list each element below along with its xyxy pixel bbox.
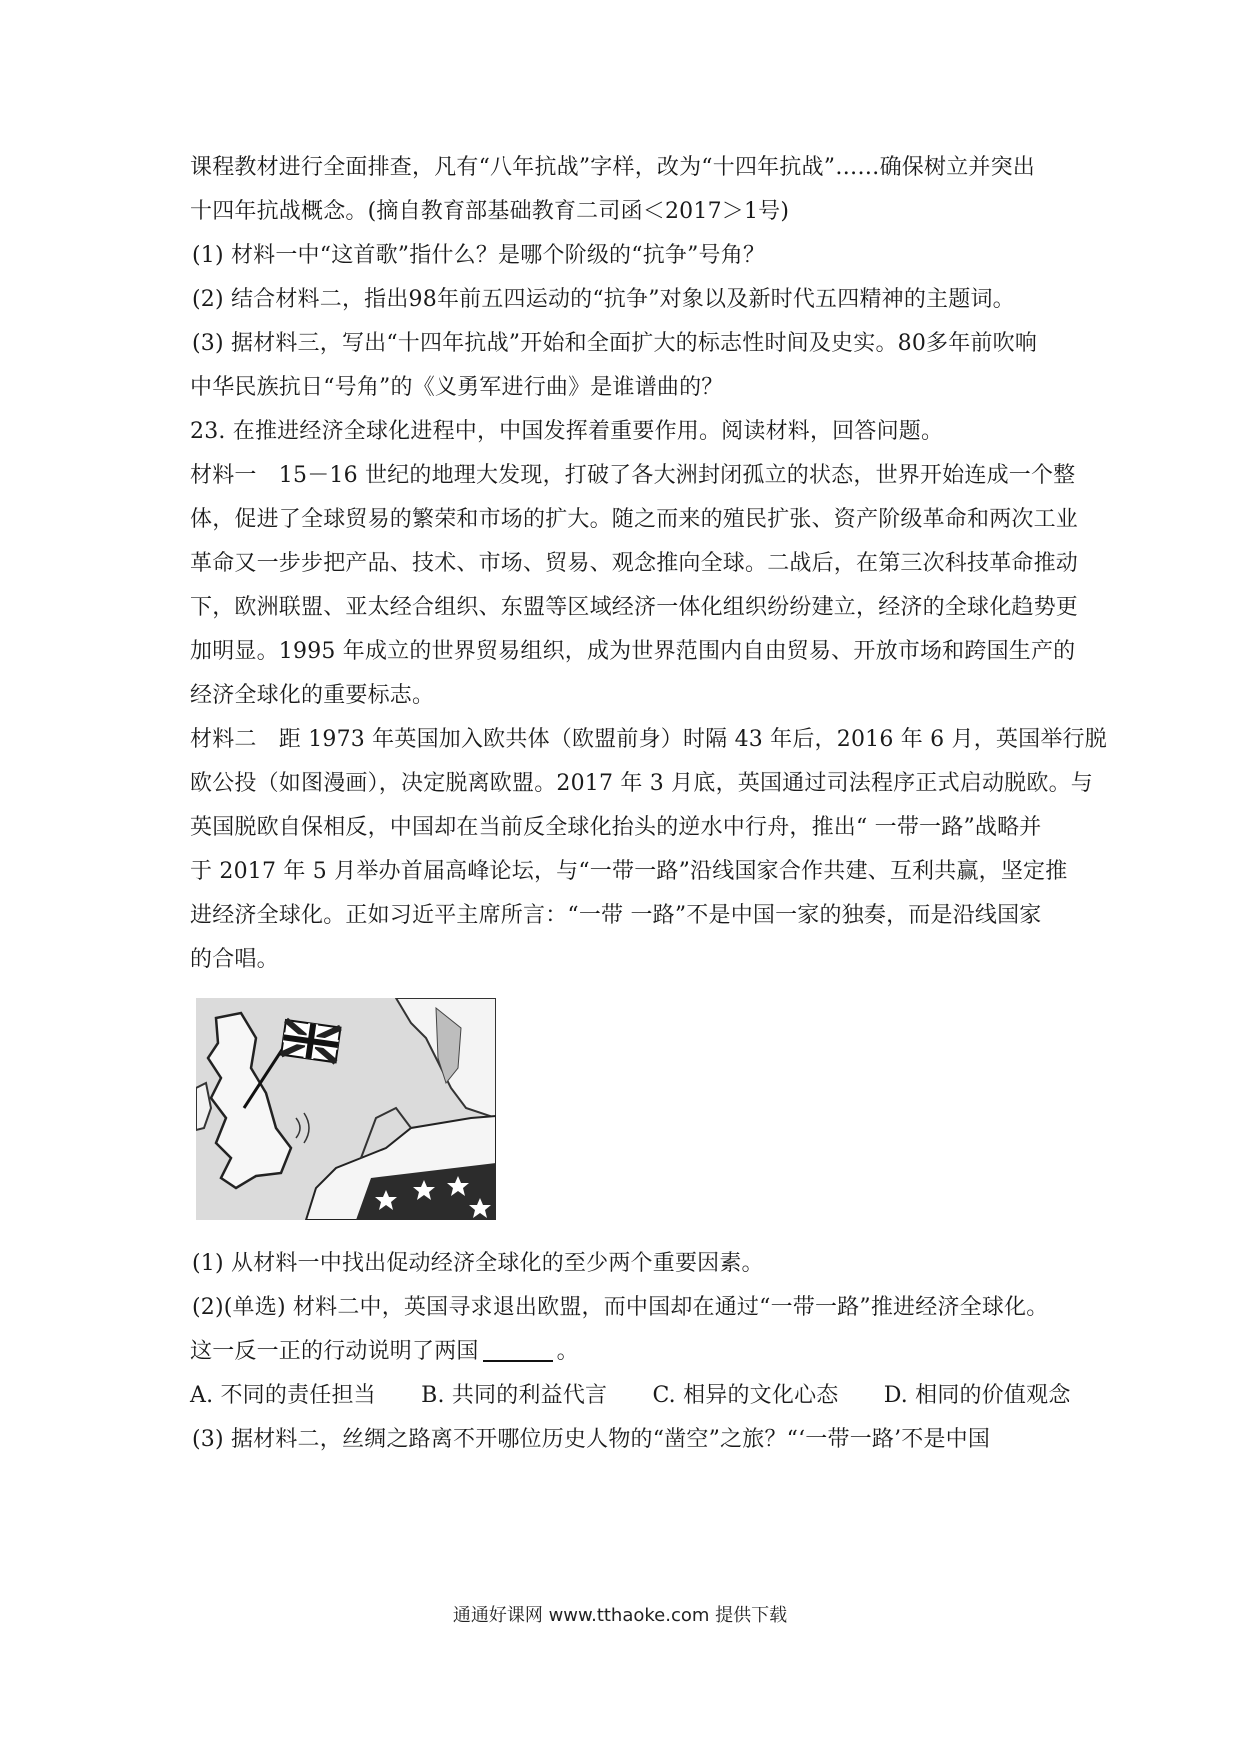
material-line: 进经济全球化。正如习近平主席所言：“一带 一路”不是中国一家的独奏，而是沿线国家 — [190, 903, 1042, 928]
question-line: (2) 结合材料二，指出98年前五四运动的“抗争”对象以及新时代五四精神的主题词。 — [192, 287, 1015, 312]
material-line: 于 2017 年 5 月举办首届高峰论坛，与“一带一路”沿线国家合作共建、互利共赢，坚定推 — [190, 859, 1068, 884]
material-line: 材料一 15－16 世纪的地理大发现，打破了各大洲封闭孤立的状态，世界开始连成一个整 — [190, 463, 1076, 488]
material-line: 欧公投（如图漫画），决定脱离欧盟。2017 年 3 月底，英国通过司法程序正式启动脱欧。与 — [190, 771, 1093, 796]
option-a: A. 不同的责任担当 — [190, 1383, 376, 1408]
question-heading: 23. 在推进经济全球化进程中，中国发挥着重要作用。阅读材料，回答问题。 — [190, 419, 944, 444]
answer-options — [190, 1374, 1071, 1418]
document-body — [190, 146, 1107, 1462]
question-line: (3) 据材料二，丝绸之路离不开哪位历史人物的“凿空”之旅？“‘一带一路’不是中国 — [192, 1427, 991, 1452]
question-line: (2)(单选) 材料二中，英国寻求退出欧盟，而中国却在通过“一带一路”推进经济全球化。 — [192, 1295, 1049, 1320]
material-line: 经济全球化的重要标志。 — [190, 683, 435, 708]
text-line: 课程教材进行全面排查，凡有“八年抗战”字样，改为“十四年抗战”……确保树立并突出 — [190, 155, 1035, 180]
material-line: 加明显。1995 年成立的世界贸易组织，成为世界范围内自由贸易、开放市场和跨国生产的 — [190, 639, 1076, 664]
option-c: C. 相异的文化心态 — [652, 1383, 839, 1408]
question-line: (1) 材料一中“这首歌”指什么？是哪个阶级的“抗争”号角？ — [192, 243, 766, 268]
page-footer: 通通好课网 www.tthaoke.com 提供下载 — [452, 1605, 788, 1626]
question-text: 。 — [556, 1339, 579, 1364]
brexit-cartoon-image — [196, 998, 496, 1220]
brexit-cartoon-drawing — [196, 998, 496, 1220]
text-line: 中华民族抗日“号角”的《义勇军进行曲》是谁谱曲的？ — [190, 375, 724, 400]
material-line: 革命又一步步把产品、技术、市场、贸易、观念推向全球。二战后，在第三次科技革命推动 — [190, 551, 1079, 576]
material-line: 体，促进了全球贸易的繁荣和市场的扩大。随之而来的殖民扩张、资产阶级革命和两次工业 — [190, 507, 1079, 532]
option-b: B. 共同的利益代言 — [421, 1383, 608, 1408]
option-d: D. 相同的价值观念 — [883, 1383, 1071, 1408]
question-text: 这一反一正的行动说明了两国 — [190, 1339, 479, 1364]
material-line: 的合唱。 — [190, 947, 279, 972]
text-line: 十四年抗战概念。(摘自教育部基础教育二司函＜2017＞1号) — [190, 199, 790, 224]
question-line — [190, 1330, 1066, 1374]
answer-blank[interactable] — [483, 1338, 553, 1362]
question-line: (3) 据材料三，写出“十四年抗战”开始和全面扩大的标志性时间及史实。80多年前吹响 — [192, 331, 1038, 356]
material-line: 下，欧洲联盟、亚太经合组织、东盟等区域经济一体化组织纷纷建立，经济的全球化趋势更 — [190, 595, 1079, 620]
question-line: (1) 从材料一中找出促动经济全球化的至少两个重要因素。 — [192, 1251, 764, 1276]
material-line: 英国脱欧自保相反，中国却在当前反全球化抬头的逆水中行舟，推出“ 一带一路”战略并 — [190, 815, 1042, 840]
material-line: 材料二 距 1973 年英国加入欧共体（欧盟前身）时隔 43 年后，2016 年 6 月，英国举行脱 — [190, 727, 1107, 752]
